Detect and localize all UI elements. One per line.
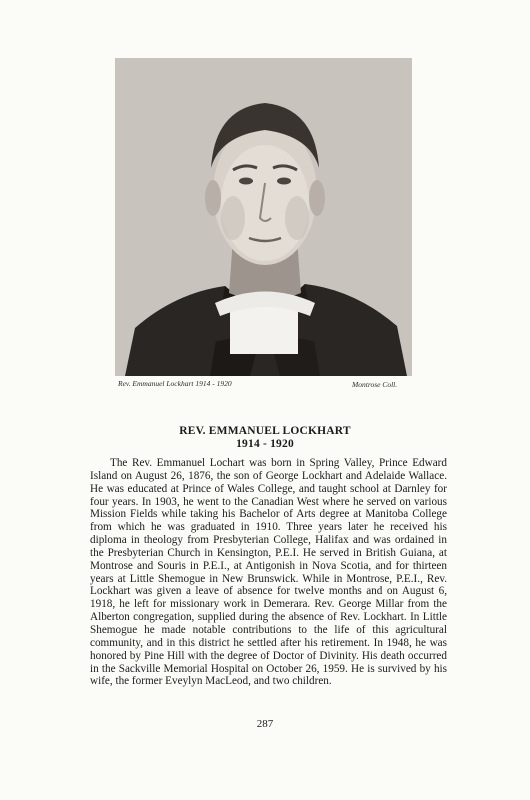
portrait-photo: [115, 58, 412, 376]
photo-credit: Montrose Coll.: [352, 380, 398, 389]
portrait-illustration: [115, 58, 412, 376]
biography-paragraph: The Rev. Emmanuel Lochart was born in Spring Valley, Prince Edward Island on August 26, 1876, the son of George Lockhart and Adelaide Wallace. He was educated at Prince of Wales College, and taught school at Darnley for four years. In 1903, he went to the Canadian West where he served on various Mission Fields while taking his Bachelor of Arts degree at Manitoba College from which he was graduated in 1910. Three years later he received his diploma in theology from Presbyterian College, Halifax and was ordained in the Presbyterian Church in Kensington, P.E.I. He served in British Guiana, at Montrose and Souris in P.E.I., at Antigonish in Nova Scotia, and for thirteen years at Little Shemogue in New Brunswick. While in Montrose, P.E.I., Rev. Lockhart was given a leave of absence for twelve months and on August 6, 1918, he left for missionary work in Demerara. Rev. George Millar from the Alberton congregation, supplied during the absence of Rev. Lockhart. In Little Shemogue he made notable contributions to the life of this agricultural community, and in this district he settled after his retirement. In 1948, he was honored by Pine Hill with the degree of Doctor of Divinity. His death occurred in the Sackville Memorial Hospital on October 26, 1959. He is survived by his wife, the former Eveylyn MacLeod, and two children.: [90, 457, 447, 688]
biography-text: [90, 457, 447, 688]
section-years: 1914 - 1920: [236, 438, 294, 450]
page-number: 287: [256, 718, 274, 730]
section-title: REV. EMMANUEL LOCKHART: [179, 425, 351, 437]
photo-caption: Rev. Emmanuel Lockhart 1914 - 1920: [118, 379, 232, 388]
